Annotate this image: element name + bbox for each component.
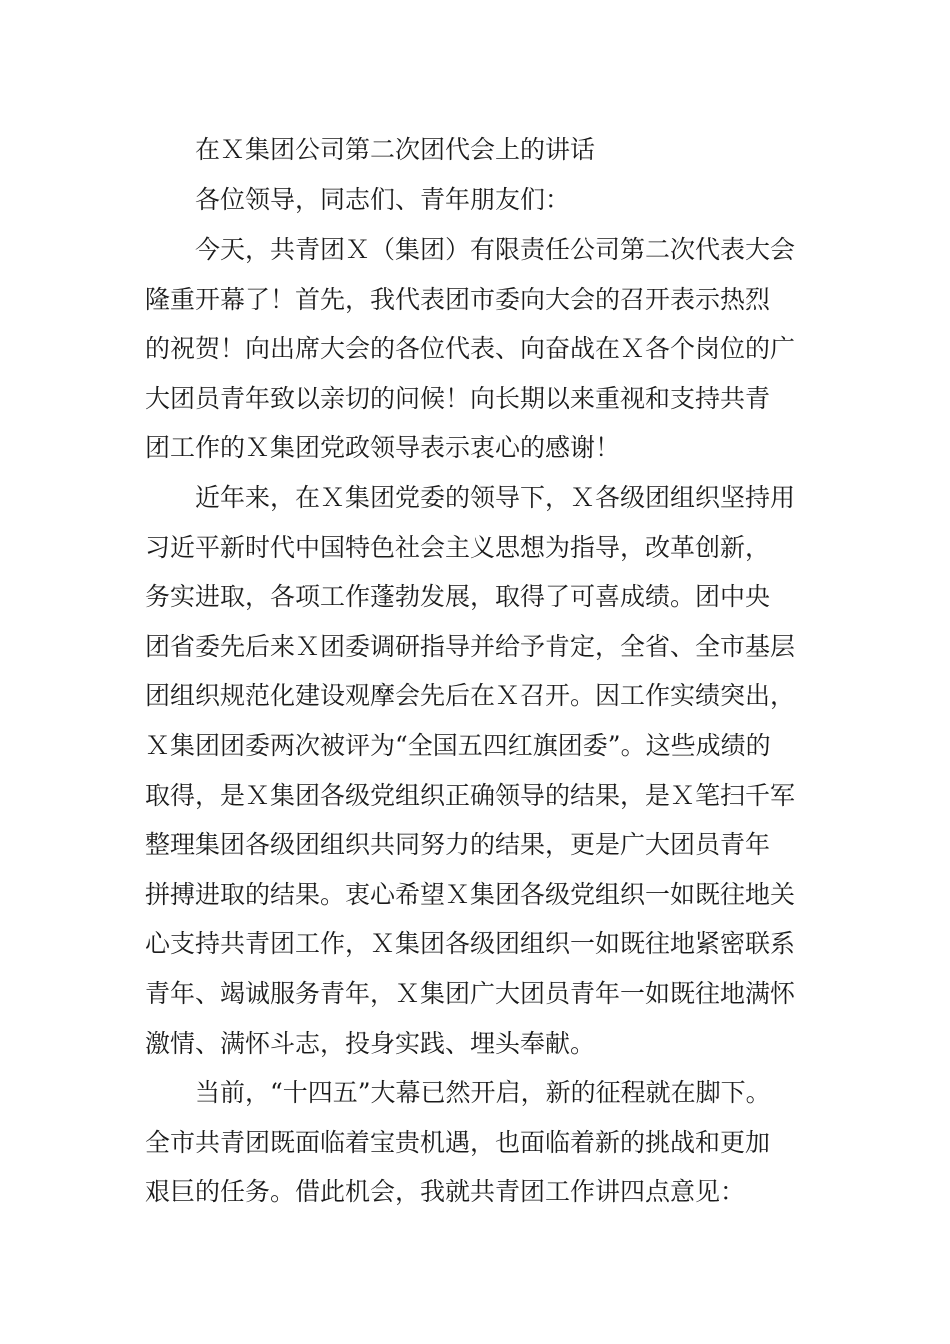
paragraph-line: 团工作的Ｘ集团党政领导表示衷心的感谢！ (145, 433, 621, 462)
paragraph-line: 的祝贺！向出席大会的各位代表、向奋战在Ｘ各个岗位的广 (145, 334, 796, 363)
paragraph-line: 艰巨的任务。借此机会，我就共青团工作讲四点意见： (145, 1177, 746, 1206)
paragraph-line: 团省委先后来Ｘ团委调研指导并给予肯定，全省、全市基层 (145, 632, 796, 661)
paragraph-line: 今天，共青团Ｘ（集团）有限责任公司第二次代表大会 (195, 235, 796, 264)
paragraph-line: 整理集团各级团组织共同努力的结果，更是广大团员青年 (145, 830, 771, 859)
paragraph-line: 习近平新时代中国特色社会主义思想为指导，改革创新， (145, 533, 771, 562)
paragraph-line: 心支持共青团工作，Ｘ集团各级团组织一如既往地紧密联系 (145, 929, 796, 958)
paragraph-line: 隆重开幕了！首先，我代表团市委向大会的召开表示热烈 (145, 285, 771, 314)
paragraph-line: 当前，“十四五”大幕已然开启，新的征程就在脚下。 (195, 1078, 771, 1107)
paragraph-line: Ｘ集团团委两次被评为“全国五四红旗团委”。这些成绩的 (145, 731, 771, 760)
paragraph-line: 务实进取，各项工作蓬勃发展，取得了可喜成绩。团中央 (145, 582, 771, 611)
paragraph-line: 大团员青年致以亲切的问候！向长期以来重视和支持共青 (145, 384, 771, 413)
paragraph-line: 拼搏进取的结果。衷心希望Ｘ集团各级党组织一如既往地关 (145, 880, 796, 909)
paragraph-line: 全市共青团既面临着宝贵机遇，也面临着新的挑战和更加 (145, 1128, 771, 1157)
salutation: 各位领导，同志们、青年朋友们： (195, 185, 571, 214)
document-title: 在Ｘ集团公司第二次团代会上的讲话 (195, 135, 596, 164)
paragraph-line: 青年、竭诚服务青年，Ｘ集团广大团员青年一如既往地满怀 (145, 979, 796, 1008)
paragraph-line: 激情、满怀斗志，投身实践、埋头奉献。 (145, 1029, 596, 1058)
paragraph-line: 取得，是Ｘ集团各级党组织正确领导的结果，是Ｘ笔扫千军 (145, 781, 796, 810)
paragraph-line: 近年来，在Ｘ集团党委的领导下，Ｘ各级团组织坚持用 (195, 483, 796, 512)
paragraph-line: 团组织规范化建设观摩会先后在Ｘ召开。因工作实绩突出， (145, 681, 796, 710)
